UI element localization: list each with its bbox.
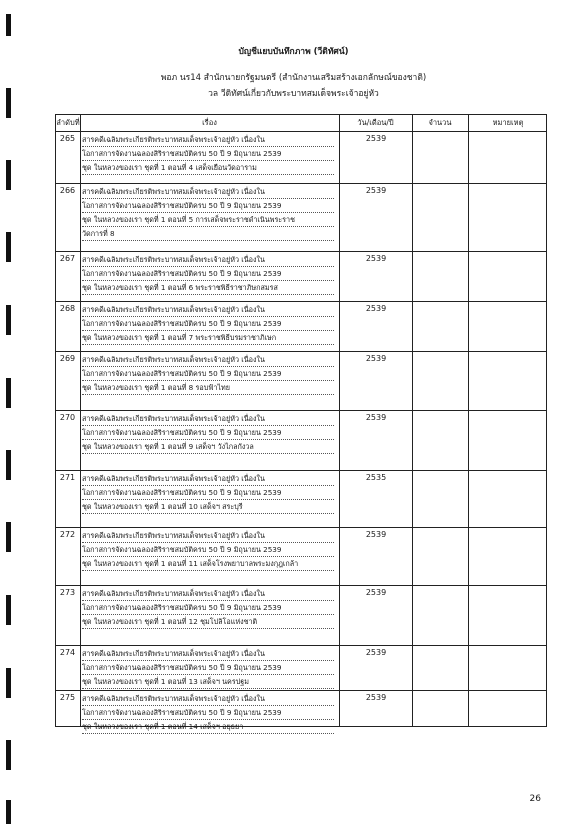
row-subject (82, 412, 334, 454)
subject-line: โอกาสการจัดงานฉลองสิริราชสมบัติครบ 50 ปี 9 มิถุนายน 2539 (82, 267, 334, 281)
subject-line: ชุด ในหลวงของเรา ชุดที่ 1 ตอนที่ 6 พระราชพิธีราชาภิษกสมรส (82, 281, 334, 295)
table-row (56, 527, 546, 585)
subject-line: โอกาสการจัดงานฉลองสิริราชสมบัติครบ 50 ปี 9 มิถุนายน 2539 (82, 426, 334, 440)
table-row (56, 183, 546, 251)
row-date: 2539 (365, 354, 387, 363)
row-date: 2539 (365, 304, 387, 313)
subject-line: ชุด ในหลวงของเรา ชุดที่ 1 ตอนที่ 4 เสด็จเยือนวัดอาราม (82, 161, 334, 175)
row-subject (82, 185, 334, 241)
row-subject (82, 133, 334, 175)
subject-line: โอกาสการจัดงานฉลองสิริราชสมบัติครบ 50 ปี 9 มิถุนายน 2539 (82, 486, 334, 500)
subject-line: สารคดีเฉลิมพระเกียรติพระบาทสมเด็จพระเจ้าอยู่หัว เนื่องใน (82, 253, 334, 267)
row-date: 2539 (365, 648, 387, 657)
subject-line: โอกาสการจัดงานฉลองสิริราชสมบัติครบ 50 ปี 9 มิถุนายน 2539 (82, 661, 334, 675)
subject-line: ชุด ในหลวงของเรา ชุดที่ 1 ตอนที่ 8 รอบฟ้าไทย (82, 381, 334, 395)
row-divider (56, 183, 546, 184)
row-subject (82, 647, 334, 689)
row-subject (82, 692, 334, 734)
row-divider (56, 301, 546, 302)
binder-mark (6, 232, 11, 262)
subject-line: สารคดีเฉลิมพระเกียรติพระบาทสมเด็จพระเจ้าอยู่หัว เนื่องใน (82, 587, 334, 601)
column-header-count: จำนวน (428, 118, 452, 127)
table-row (56, 690, 546, 731)
binder-mark (6, 595, 11, 625)
row-subject (82, 529, 334, 571)
row-divider (56, 527, 546, 528)
row-number: 266 (59, 186, 76, 195)
subject-line: สารคดีเฉลิมพระเกียรติพระบาทสมเด็จพระเจ้าอยู่หัว เนื่องใน (82, 412, 334, 426)
binder-mark (6, 14, 11, 36)
subject-line: โอกาสการจัดงานฉลองสิริราชสมบัติครบ 50 ปี 9 มิถุนายน 2539 (82, 199, 334, 213)
row-divider (56, 585, 546, 586)
table-row (56, 301, 546, 351)
page-title: บัญชีแยบบันทึกภาพ (วีดิทัศน์) (238, 47, 349, 57)
row-date: 2539 (365, 693, 387, 702)
binder-mark (6, 305, 11, 335)
subject-line: สารคดีเฉลิมพระเกียรติพระบาทสมเด็จพระเจ้าอยู่หัว เนื่องใน (82, 133, 334, 147)
subject-line: โอกาสการจัดงานฉลองสิริราชสมบัติครบ 50 ปี 9 มิถุนายน 2539 (82, 543, 334, 557)
subject-line: สารคดีเฉลิมพระเกียรติพระบาทสมเด็จพระเจ้าอยู่หัว เนื่องใน (82, 185, 334, 199)
table-row (56, 470, 546, 527)
table-row (56, 585, 546, 645)
table-row (56, 410, 546, 470)
row-subject (82, 353, 334, 395)
row-subject (82, 587, 334, 629)
subject-line: สารคดีเฉลิมพระเกียรติพระบาทสมเด็จพระเจ้าอยู่หัว เนื่องใน (82, 647, 334, 661)
subject-line: โอกาสการจัดงานฉลองสิริราชสมบัติครบ 50 ปี 9 มิถุนายน 2539 (82, 367, 334, 381)
subject-line: วัดการที่ 8 (82, 227, 334, 241)
table-row (56, 645, 546, 690)
subject-line: ชุด ในหลวงของเรา ชุดที่ 1 ตอนที่ 13 เสด็จฯ นครปฐม (82, 675, 334, 689)
row-number: 271 (59, 473, 76, 482)
row-date: 2539 (365, 588, 387, 597)
row-number: 268 (59, 304, 76, 313)
subject-line: ชุด ในหลวงของเรา ชุดที่ 1 ตอนที่ 12 ชุมโปลิโอแห่งชาติ (82, 615, 334, 629)
row-divider (56, 470, 546, 471)
row-date: 2539 (365, 186, 387, 195)
column-header-remark: หมายเหตุ (492, 118, 524, 127)
table-row (56, 251, 546, 301)
header-line-3: วล วีดิทัศน์เกี่ยวกับพระบาทสมเด็จพระเจ้าอยู่หัว (208, 89, 379, 99)
row-divider (56, 351, 546, 352)
subject-line: โอกาสการจัดงานฉลองสิริราชสมบัติครบ 50 ปี 9 มิถุนายน 2539 (82, 317, 334, 331)
subject-line: โอกาสการจัดงานฉลองสิริราชสมบัติครบ 50 ปี 9 มิถุนายน 2539 (82, 147, 334, 161)
row-date: 2539 (365, 134, 387, 143)
subject-line: โอกาสการจัดงานฉลองสิริราชสมบัติครบ 50 ปี 9 มิถุนายน 2539 (82, 601, 334, 615)
column-header-date: วัน/เดือน/ปี (357, 118, 394, 127)
row-date: 2539 (365, 413, 387, 422)
row-divider (56, 690, 546, 691)
subject-line: โอกาสการจัดงานฉลองสิริราชสมบัติครบ 50 ปี 9 มิถุนายน 2539 (82, 706, 334, 720)
page-number: 26 (529, 794, 541, 804)
row-number: 270 (59, 413, 76, 422)
row-subject (82, 472, 334, 514)
row-number: 265 (59, 134, 76, 143)
column-header-subject: เรื่อง (202, 118, 217, 127)
subject-line: ชุด ในหลวงของเรา ชุดที่ 1 ตอนที่ 7 พระราชพิธีบรมราชาภิเษก (82, 331, 334, 345)
subject-line: สารคดีเฉลิมพระเกียรติพระบาทสมเด็จพระเจ้าอยู่หัว เนื่องใน (82, 529, 334, 543)
row-subject (82, 253, 334, 295)
row-number: 272 (59, 530, 76, 539)
row-date: 2539 (365, 254, 387, 263)
table-row (56, 131, 546, 183)
subject-line: ชุด ในหลวงของเรา ชุดที่ 1 ตอนที่ 9 เสด็จฯ วังไกลกังวล (82, 440, 334, 454)
row-divider (56, 251, 546, 252)
row-number: 267 (59, 254, 76, 263)
subject-line: สารคดีเฉลิมพระเกียรติพระบาทสมเด็จพระเจ้าอยู่หัว เนื่องใน (82, 353, 334, 367)
row-date: 2535 (365, 473, 387, 482)
subject-line: สารคดีเฉลิมพระเกียรติพระบาทสมเด็จพระเจ้าอยู่หัว เนื่องใน (82, 692, 334, 706)
binder-mark (6, 522, 11, 552)
subject-line: ชุด ในหลวงของเรา ชุดที่ 1 ตอนที่ 14 เสด็จฯ อยุธยา (82, 720, 334, 734)
binder-mark (6, 740, 11, 770)
header-line-2: พอภ นร14 สำนักนายกรัฐมนตรี (สำนักงานเสริมสร้างเอกลักษณ์ของชาติ) (160, 73, 427, 83)
row-number: 273 (59, 588, 76, 597)
binder-mark (6, 450, 11, 480)
table-row (56, 351, 546, 410)
row-date: 2539 (365, 530, 387, 539)
row-subject (82, 303, 334, 345)
subject-line: ชุด ในหลวงของเรา ชุดที่ 1 ตอนที่ 11 เสด็จโรงพยาบาลพระมงกุฎเกล้า (82, 557, 334, 571)
binder-mark (6, 800, 11, 824)
binder-mark (6, 668, 11, 698)
records-table (55, 114, 547, 731)
binder-mark (6, 160, 11, 190)
column-header-no: ลำดับที่ (56, 118, 80, 127)
row-number: 269 (59, 354, 76, 363)
row-number: 275 (59, 693, 76, 702)
row-divider (56, 645, 546, 646)
row-number: 274 (59, 648, 76, 657)
row-divider (56, 410, 546, 411)
subject-line: ชุด ในหลวงของเรา ชุดที่ 1 ตอนที่ 10 เสด็จฯ สระบุรี (82, 500, 334, 514)
subject-line: สารคดีเฉลิมพระเกียรติพระบาทสมเด็จพระเจ้าอยู่หัว เนื่องใน (82, 472, 334, 486)
binder-mark (6, 378, 11, 408)
subject-line: ชุด ในหลวงของเรา ชุดที่ 1 ตอนที่ 5 การเสด็จพระราชดำเนินพระราช (82, 213, 334, 227)
subject-line: สารคดีเฉลิมพระเกียรติพระบาทสมเด็จพระเจ้าอยู่หัว เนื่องใน (82, 303, 334, 317)
